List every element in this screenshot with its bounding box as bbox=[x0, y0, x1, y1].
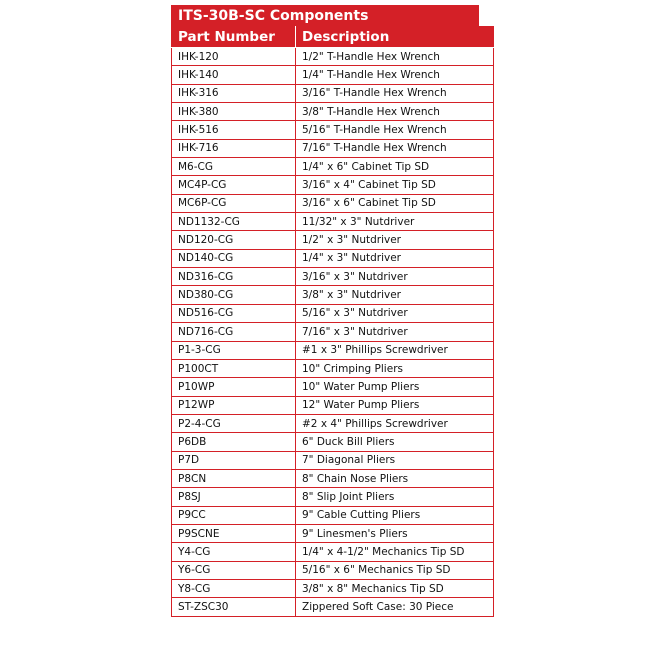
part-number-cell: ST-ZSC30 bbox=[172, 598, 296, 616]
part-number-cell: Y6-CG bbox=[172, 561, 296, 579]
description-cell: 3/16" x 4" Cabinet Tip SD bbox=[296, 176, 494, 194]
description-cell: 3/16" T-Handle Hex Wrench bbox=[296, 84, 494, 102]
description-cell: 10" Water Pump Pliers bbox=[296, 378, 494, 396]
table-row bbox=[172, 121, 494, 139]
part-number-cell: IHK-316 bbox=[172, 84, 296, 102]
description-cell: 1/2" x 3" Nutdriver bbox=[296, 231, 494, 249]
description-cell: 7/16" T-Handle Hex Wrench bbox=[296, 139, 494, 157]
description-cell: 5/16" T-Handle Hex Wrench bbox=[296, 121, 494, 139]
table-row bbox=[172, 378, 494, 396]
part-number-cell: IHK-516 bbox=[172, 121, 296, 139]
part-number-cell: P12WP bbox=[172, 396, 296, 414]
description-cell: 9" Cable Cutting Pliers bbox=[296, 506, 494, 524]
description-cell: 1/4" x 4-1/2" Mechanics Tip SD bbox=[296, 543, 494, 561]
part-number-cell: ND716-CG bbox=[172, 323, 296, 341]
description-cell: 7/16" x 3" Nutdriver bbox=[296, 323, 494, 341]
description-cell: 12" Water Pump Pliers bbox=[296, 396, 494, 414]
part-number-cell: P6DB bbox=[172, 433, 296, 451]
description-cell: 1/4" x 3" Nutdriver bbox=[296, 249, 494, 267]
description-cell: 1/4" T-Handle Hex Wrench bbox=[296, 66, 494, 84]
description-cell: #2 x 4" Phillips Screwdriver bbox=[296, 414, 494, 432]
column-header-part-number: Part Number bbox=[172, 27, 296, 48]
part-number-cell: IHK-140 bbox=[172, 66, 296, 84]
components-table bbox=[171, 26, 494, 617]
description-cell: 3/8" x 3" Nutdriver bbox=[296, 286, 494, 304]
part-number-cell: P9SCNE bbox=[172, 524, 296, 542]
table-row bbox=[172, 249, 494, 267]
part-number-cell: MC6P-CG bbox=[172, 194, 296, 212]
table-row bbox=[172, 451, 494, 469]
table-row bbox=[172, 359, 494, 377]
table-title: ITS-30B-SC Components bbox=[171, 5, 479, 26]
part-number-cell: IHK-120 bbox=[172, 48, 296, 66]
description-cell: 3/16" x 6" Cabinet Tip SD bbox=[296, 194, 494, 212]
part-number-cell: Y4-CG bbox=[172, 543, 296, 561]
description-cell: 5/16" x 3" Nutdriver bbox=[296, 304, 494, 322]
description-cell: 3/16" x 3" Nutdriver bbox=[296, 268, 494, 286]
part-number-cell: ND316-CG bbox=[172, 268, 296, 286]
components-sheet bbox=[171, 5, 479, 617]
table-row bbox=[172, 48, 494, 66]
table-row bbox=[172, 286, 494, 304]
description-cell: 8" Slip Joint Pliers bbox=[296, 488, 494, 506]
table-row bbox=[172, 176, 494, 194]
part-number-cell: P2-4-CG bbox=[172, 414, 296, 432]
part-number-cell: ND380-CG bbox=[172, 286, 296, 304]
table-row bbox=[172, 433, 494, 451]
description-cell: 9" Linesmen's Pliers bbox=[296, 524, 494, 542]
description-cell: 10" Crimping Pliers bbox=[296, 359, 494, 377]
header-row bbox=[172, 27, 494, 48]
table-row bbox=[172, 213, 494, 231]
table-row bbox=[172, 561, 494, 579]
description-cell: 1/4" x 6" Cabinet Tip SD bbox=[296, 158, 494, 176]
table-row bbox=[172, 66, 494, 84]
table-row bbox=[172, 506, 494, 524]
table-row bbox=[172, 158, 494, 176]
table-row bbox=[172, 543, 494, 561]
description-cell: #1 x 3" Phillips Screwdriver bbox=[296, 341, 494, 359]
part-number-cell: MC4P-CG bbox=[172, 176, 296, 194]
table-row bbox=[172, 488, 494, 506]
description-cell: 3/8" x 8" Mechanics Tip SD bbox=[296, 579, 494, 597]
table-row bbox=[172, 139, 494, 157]
part-number-cell: P100CT bbox=[172, 359, 296, 377]
column-header-description: Description bbox=[296, 27, 494, 48]
description-cell: 7" Diagonal Pliers bbox=[296, 451, 494, 469]
table-row bbox=[172, 579, 494, 597]
table-row bbox=[172, 194, 494, 212]
description-cell: 11/32" x 3" Nutdriver bbox=[296, 213, 494, 231]
part-number-cell: ND1132-CG bbox=[172, 213, 296, 231]
part-number-cell: P10WP bbox=[172, 378, 296, 396]
table-row bbox=[172, 524, 494, 542]
table-row bbox=[172, 268, 494, 286]
table-row bbox=[172, 304, 494, 322]
part-number-cell: P9CC bbox=[172, 506, 296, 524]
table-row bbox=[172, 469, 494, 487]
part-number-cell: Y8-CG bbox=[172, 579, 296, 597]
part-number-cell: P7D bbox=[172, 451, 296, 469]
description-cell: Zippered Soft Case: 30 Piece bbox=[296, 598, 494, 616]
part-number-cell: P8CN bbox=[172, 469, 296, 487]
table-row bbox=[172, 414, 494, 432]
table-row bbox=[172, 323, 494, 341]
description-cell: 5/16" x 6" Mechanics Tip SD bbox=[296, 561, 494, 579]
part-number-cell: P8SJ bbox=[172, 488, 296, 506]
table-row bbox=[172, 84, 494, 102]
description-cell: 8" Chain Nose Pliers bbox=[296, 469, 494, 487]
table-row bbox=[172, 231, 494, 249]
table-row bbox=[172, 396, 494, 414]
table-row bbox=[172, 341, 494, 359]
part-number-cell: P1-3-CG bbox=[172, 341, 296, 359]
description-cell: 1/2" T-Handle Hex Wrench bbox=[296, 48, 494, 66]
description-cell: 6" Duck Bill Pliers bbox=[296, 433, 494, 451]
table-row bbox=[172, 103, 494, 121]
part-number-cell: M6-CG bbox=[172, 158, 296, 176]
description-cell: 3/8" T-Handle Hex Wrench bbox=[296, 103, 494, 121]
part-number-cell: ND120-CG bbox=[172, 231, 296, 249]
part-number-cell: ND516-CG bbox=[172, 304, 296, 322]
part-number-cell: IHK-716 bbox=[172, 139, 296, 157]
table-row bbox=[172, 598, 494, 616]
part-number-cell: ND140-CG bbox=[172, 249, 296, 267]
table-body bbox=[172, 48, 494, 617]
part-number-cell: IHK-380 bbox=[172, 103, 296, 121]
